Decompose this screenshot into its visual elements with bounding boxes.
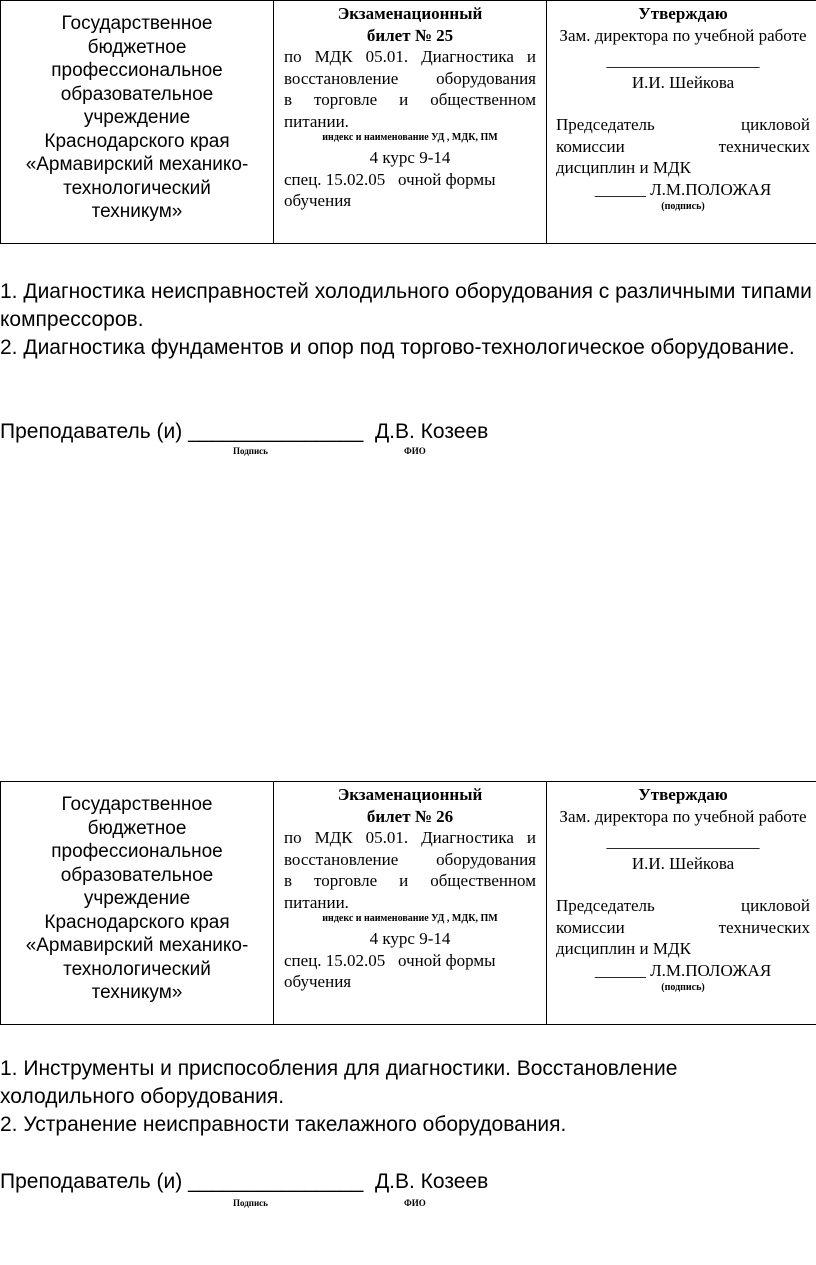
approve-role: Зам. директора по учебной работе (559, 25, 807, 45)
fio-caption: ФИО (404, 1198, 426, 1208)
chair-signature-note: (подпись) (661, 201, 705, 212)
org-line: «Армавирский механико- (25, 935, 249, 956)
chair-signature: ______ Л.М.ПОЛОЖАЯ (594, 960, 772, 980)
org-line: Государственное (61, 794, 213, 815)
teacher-signature-line: _______________ (188, 1170, 364, 1193)
teacher-label: Преподаватель (и) (0, 420, 183, 443)
chair-line: комиссии технических (556, 917, 810, 937)
study-form: обучения (284, 191, 352, 210)
approve-signature-line: __________________ (606, 832, 760, 851)
subject-line: восстановление оборудования (284, 68, 536, 88)
chair-line: дисциплин и МДК (556, 158, 691, 177)
subject-line: в торговле и общественном (284, 90, 536, 109)
question-2: 2. Устранение неисправности такелажного оборудования. (0, 1113, 567, 1136)
course: 4 курс 9-14 (369, 929, 451, 948)
signature-caption: Подпись (233, 1198, 268, 1208)
signature-caption: Подпись (233, 446, 268, 456)
approve-signature-line: __________________ (606, 51, 760, 70)
chair-line: Председатель цикловой (556, 115, 810, 134)
org-line: профессиональное (51, 841, 223, 862)
approval-cell (547, 782, 816, 1025)
course: 4 курс 9-14 (369, 148, 451, 167)
org-line: Краснодарского края (44, 130, 230, 152)
subject-line: в торговле и общественном (284, 871, 536, 890)
subject-line: восстановление оборудования (284, 849, 536, 869)
chair-line: дисциплин и МДК (556, 939, 691, 958)
org-line: профессиональное (51, 60, 223, 81)
approve-title: Утверждаю (638, 4, 728, 23)
speciality: спец. 15.02.05 очной формы (284, 169, 496, 189)
org-line: технологический (63, 177, 211, 199)
org-line: образовательное (60, 83, 214, 105)
subject-line: по МДК 05.01. Диагностика и (284, 47, 536, 66)
org-line: учреждение (83, 107, 191, 128)
ticket-info-cell (274, 1, 547, 244)
organization-cell (1, 782, 274, 1025)
ticket-number: билет № 26 (366, 806, 454, 826)
study-form: обучения (284, 972, 352, 991)
org-line: бюджетное (87, 817, 187, 839)
ticket-number: билет № 25 (366, 25, 454, 45)
teacher-name: Д.В. Козеев (374, 1170, 489, 1193)
org-line: бюджетное (87, 36, 187, 58)
ticket-title: Экзаменационный (337, 785, 483, 804)
teacher-signature-line: _______________ (188, 420, 364, 443)
teacher-line (0, 419, 488, 445)
ticket-title: Экзаменационный (337, 4, 483, 23)
ticket-info-cell (274, 782, 547, 1025)
org-line: учреждение (83, 888, 191, 909)
subject-line: питании. (284, 892, 349, 912)
subject-line: по МДК 05.01. Диагностика и (284, 828, 536, 847)
teacher-label: Преподаватель (и) (0, 1170, 183, 1193)
chair-line: Председатель цикловой (556, 896, 810, 915)
fio-caption: ФИО (404, 446, 426, 456)
question-2: 2. Диагностика фундаментов и опор под торгово-технологическое оборудование. (0, 336, 795, 359)
approve-role: Зам. директора по учебной работе (559, 806, 807, 826)
organization-name (1, 782, 273, 1005)
teacher-name: Д.В. Козеев (374, 420, 489, 443)
approve-name: И.И. Шейкова (631, 72, 735, 92)
question-1: 1. Инструменты и приспособления для диагностики. Восстановление холодильного оборудования. (0, 1057, 678, 1108)
chair-signature: ______ Л.М.ПОЛОЖАЯ (594, 179, 772, 199)
speciality: спец. 15.02.05 очной формы (284, 950, 496, 970)
chair-line: комиссии технических (556, 136, 810, 156)
approve-title: Утверждаю (638, 785, 728, 804)
teacher-line (0, 1169, 488, 1195)
approval-cell (547, 1, 816, 244)
organization-name (1, 1, 273, 224)
ticket-header-table (0, 0, 816, 244)
index-note: индекс и наименование УД , МДК, ПМ (322, 913, 498, 924)
org-line: техникум» (91, 201, 183, 222)
index-note: индекс и наименование УД , МДК, ПМ (322, 132, 498, 143)
org-line: Краснодарского края (44, 911, 230, 933)
org-line: Государственное (61, 13, 213, 34)
org-line: технологический (63, 958, 211, 980)
organization-cell (1, 1, 274, 244)
subject-line: питании. (284, 111, 349, 131)
approve-name: И.И. Шейкова (631, 853, 735, 873)
chair-signature-note: (подпись) (661, 982, 705, 993)
ticket-header-table (0, 781, 816, 1025)
org-line: образовательное (60, 864, 214, 886)
org-line: «Армавирский механико- (25, 154, 249, 175)
org-line: техникум» (91, 982, 183, 1003)
question-1: 1. Диагностика неисправностей холодильного оборудования с различными типами компрессоров. (0, 280, 812, 331)
